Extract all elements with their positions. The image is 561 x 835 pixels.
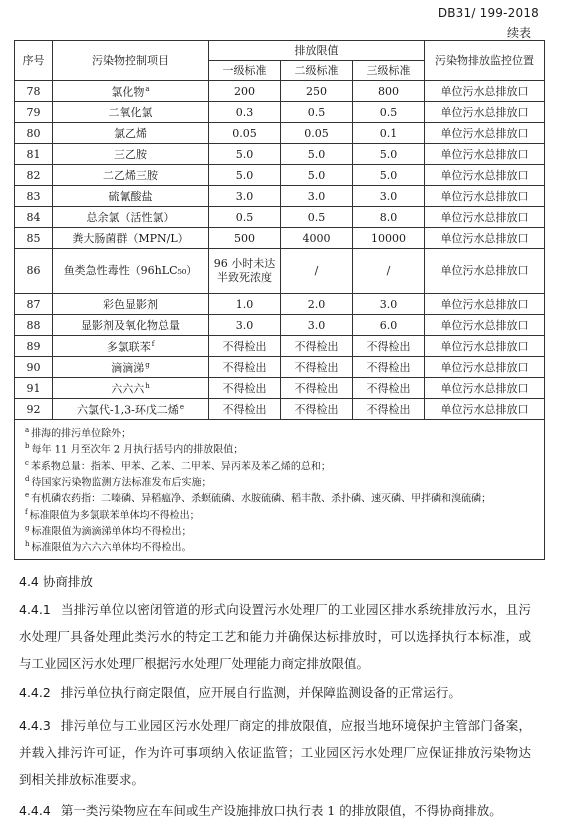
- paragraph-4-4-1: [19, 596, 531, 677]
- row-level1: [209, 315, 281, 336]
- row-location: [425, 249, 545, 294]
- table-note: [25, 538, 540, 554]
- row-no-text: 90: [26, 360, 41, 374]
- row-location: [425, 294, 545, 315]
- header-no: 序号: [15, 41, 53, 81]
- row-item-text: 二氧化氯: [108, 105, 153, 119]
- row-item: [53, 399, 209, 420]
- row-no-text: 91: [26, 381, 41, 395]
- row-level1: [209, 81, 281, 102]
- row-level3-text: 5.0: [379, 147, 398, 161]
- row-level3-text: 不得检出: [366, 339, 411, 353]
- row-no-text: 85: [26, 231, 41, 245]
- paragraph-4-4-4: [19, 797, 531, 824]
- row-level3-text: 10000: [371, 231, 406, 245]
- note-marker: c: [25, 458, 29, 467]
- row-no: [15, 207, 53, 228]
- row-no-text: 86: [26, 264, 41, 277]
- row-no-text: 88: [26, 318, 41, 332]
- row-level3: [353, 186, 425, 207]
- clause-number: 4.4.1: [19, 602, 51, 617]
- clause-number: 4.4.4: [19, 803, 51, 818]
- row-level2-text: 250: [306, 84, 327, 98]
- table-row: [15, 102, 545, 123]
- table-continued-label: 续表: [506, 26, 531, 40]
- row-no: [15, 144, 53, 165]
- row-level2-text: 4000: [302, 231, 331, 245]
- row-level2-text: 3.0: [307, 318, 326, 332]
- row-no: [15, 165, 53, 186]
- section-heading: 4.4 协商排放: [19, 574, 93, 589]
- table-row: [15, 249, 545, 294]
- table-note: [25, 522, 540, 538]
- note-marker: b: [25, 442, 30, 451]
- row-item: [53, 81, 209, 102]
- row-no-text: 89: [26, 339, 41, 353]
- paragraph-4-4-2: [19, 679, 531, 706]
- row-item: [53, 123, 209, 144]
- row-item-text: 粪大肠菌群（MPN/L）: [72, 231, 189, 245]
- table-row: [15, 336, 545, 357]
- row-level2: [281, 315, 353, 336]
- row-location: [425, 315, 545, 336]
- row-item-text: 氯乙烯: [114, 126, 147, 140]
- row-item: [53, 144, 209, 165]
- row-item: [53, 378, 209, 399]
- row-level1-text: 500: [234, 231, 255, 245]
- row-location: [425, 123, 545, 144]
- row-location: [425, 165, 545, 186]
- header-limit-group: 排放限值: [209, 41, 425, 61]
- row-level3: [353, 378, 425, 399]
- clause-text: 当排污单位以密闭管道的形式向设置污水处理厂的工业园区排水系统排放污水，且污水处理厂具备处理此类污水的特定工艺和能力并确保达标排放时，可以选择执行本标准，或与工业园区污水处理厂根据污水处理厂处理能力商定排放限值。: [19, 602, 531, 671]
- row-level3-text: 800: [378, 84, 399, 98]
- row-level1-text: 0.3: [235, 105, 254, 119]
- row-level1-text: 1.0: [235, 297, 254, 311]
- table-row: [15, 399, 545, 420]
- footnote-marker: e: [179, 403, 185, 412]
- row-no: [15, 336, 53, 357]
- row-level3: [353, 144, 425, 165]
- row-level3-text: 3.0: [379, 297, 398, 311]
- row-location-text: 单位污水总排放口: [440, 264, 529, 277]
- row-level2-text: 2.0: [307, 297, 326, 311]
- row-item-text: 六氯代-1,3-环戊二烯: [76, 403, 179, 417]
- row-item: [53, 102, 209, 123]
- row-location-text: 单位污水总排放口: [440, 147, 529, 161]
- row-location-text: 单位污水总排放口: [440, 168, 529, 182]
- row-no-text: 92: [26, 402, 41, 416]
- table-row: [15, 123, 545, 144]
- row-level2: [281, 249, 353, 294]
- row-location: [425, 228, 545, 249]
- row-level1: [209, 249, 281, 294]
- row-location: [425, 207, 545, 228]
- row-level2: [281, 102, 353, 123]
- table-row: [15, 81, 545, 102]
- row-level1-text: 不得检出: [222, 360, 267, 374]
- row-no: [15, 294, 53, 315]
- row-item: [53, 336, 209, 357]
- table-row: [15, 315, 545, 336]
- row-no-text: 87: [26, 297, 41, 311]
- row-item: [53, 357, 209, 378]
- row-no-text: 81: [26, 147, 41, 161]
- row-level1: [209, 165, 281, 186]
- row-no: [15, 81, 53, 102]
- row-no: [15, 123, 53, 144]
- header-level2: 二级标准: [281, 61, 353, 81]
- row-location-text: 单位污水总排放口: [440, 297, 529, 311]
- footnote-marker: g: [145, 361, 150, 370]
- row-item: [53, 294, 209, 315]
- row-level1-text: 3.0: [235, 318, 254, 332]
- row-level1-text: 5.0: [235, 168, 254, 182]
- row-level1: [209, 378, 281, 399]
- table-row: [15, 294, 545, 315]
- table-note: [25, 440, 540, 456]
- row-location: [425, 81, 545, 102]
- note-text: 标准限值为滴滴涕单体均不得检出；: [31, 526, 192, 538]
- row-level2: [281, 399, 353, 420]
- row-level3: [353, 123, 425, 144]
- row-level2-text: 5.0: [307, 147, 326, 161]
- row-level1: [209, 102, 281, 123]
- row-item: [53, 249, 209, 294]
- note-marker: a: [25, 426, 30, 434]
- row-level2: [281, 186, 353, 207]
- row-item-text: 鱼类急性毒性（96hLC₅₀）: [63, 264, 198, 277]
- row-item-text: 六六六: [111, 382, 145, 396]
- row-location: [425, 186, 545, 207]
- row-location-text: 单位污水总排放口: [440, 126, 529, 140]
- row-location-text: 单位污水总排放口: [440, 360, 529, 374]
- row-item-text: 硫氰酸盐: [108, 189, 153, 203]
- row-level3-text: 6.0: [379, 318, 398, 332]
- row-location: [425, 378, 545, 399]
- row-level2: [281, 294, 353, 315]
- row-level1: [209, 228, 281, 249]
- note-text: 排海的排污单位除外；: [31, 428, 132, 440]
- clause-text: 排污单位执行商定限值，应开展自行监测，并保障监测设备的正常运行。: [60, 685, 461, 700]
- row-level2: [281, 81, 353, 102]
- clause-number: 4.4.2: [19, 685, 51, 700]
- row-level3: [353, 207, 425, 228]
- row-level3: [353, 81, 425, 102]
- row-item: [53, 228, 209, 249]
- row-no: [15, 315, 53, 336]
- row-level3: [353, 336, 425, 357]
- footnote-marker: a: [145, 85, 150, 94]
- footnote-marker: h: [145, 382, 150, 391]
- clause-text: 排污单位与工业园区污水处理厂商定的排放限值，应报当地环境保护主管部门备案，并载入排污许可证，作为许可事项纳入依证监管；工业园区污水处理厂应保证排放污染物达到相关排放标准要求。: [19, 718, 531, 787]
- row-location: [425, 357, 545, 378]
- table-note: [25, 506, 540, 522]
- row-level1: [209, 123, 281, 144]
- row-level3-text: 不得检出: [366, 381, 411, 395]
- header-level1: 一级标准: [209, 61, 281, 81]
- row-level1-text: 不得检出: [222, 339, 267, 353]
- row-location: [425, 144, 545, 165]
- row-level2-text: 不得检出: [294, 360, 339, 374]
- row-level1: [209, 186, 281, 207]
- row-item: [53, 165, 209, 186]
- row-level3-text: 不得检出: [366, 360, 411, 374]
- row-item-text: 彩色显影剂: [103, 297, 158, 311]
- row-level3-text: 8.0: [379, 210, 398, 224]
- row-level3-text: 0.1: [379, 126, 398, 140]
- table-row: [15, 228, 545, 249]
- row-level2: [281, 357, 353, 378]
- header-location: 污染物排放监控位置: [425, 41, 545, 81]
- row-level2-text: 5.0: [307, 168, 326, 182]
- row-level1-text: 5.0: [235, 147, 254, 161]
- note-marker: h: [25, 540, 30, 549]
- row-level3-text: 不得检出: [366, 402, 411, 416]
- row-level3: [353, 357, 425, 378]
- row-location-text: 单位污水总排放口: [440, 231, 529, 245]
- row-level1-text: 3.0: [235, 189, 254, 203]
- table-row: [15, 357, 545, 378]
- row-level1-text: 200: [234, 84, 255, 98]
- row-level3-text: 0.5: [379, 105, 398, 119]
- note-marker: e: [25, 491, 30, 500]
- row-level2: [281, 378, 353, 399]
- row-level3: [353, 399, 425, 420]
- footnote-marker: f: [151, 340, 155, 349]
- note-text: 待国家污染物监测方法标准发布后实施；: [31, 477, 212, 489]
- row-item: [53, 186, 209, 207]
- table-note: [25, 489, 540, 505]
- row-level1: [209, 207, 281, 228]
- note-text: 苯系物总量：指苯、甲苯、乙苯、二甲苯、异丙苯及苯乙烯的总和；: [30, 460, 331, 472]
- row-location: [425, 102, 545, 123]
- row-location-text: 单位污水总排放口: [440, 318, 529, 332]
- row-level2-text: 不得检出: [294, 381, 339, 395]
- table-note: [25, 457, 540, 473]
- row-no: [15, 357, 53, 378]
- row-item-text: 多氯联苯: [106, 340, 151, 354]
- row-level1-text: 不得检出: [222, 381, 267, 395]
- table-note: [25, 424, 540, 440]
- row-item-text: 总余氯（活性氯）: [86, 210, 175, 224]
- row-item-text: 显影剂及氧化物总量: [81, 318, 180, 332]
- row-level3-text: /: [386, 264, 391, 277]
- row-level2-text: 0.5: [307, 210, 326, 224]
- note-text: 标准限值为多氯联苯单体均不得检出；: [29, 509, 200, 521]
- row-level1-text: 0.05: [232, 126, 257, 140]
- row-level2: [281, 123, 353, 144]
- table-row: [15, 186, 545, 207]
- row-level2-text: 0.05: [304, 126, 329, 140]
- row-no: [15, 228, 53, 249]
- row-item: [53, 315, 209, 336]
- row-level2-text: /: [314, 264, 319, 277]
- row-level3-text: 5.0: [379, 168, 398, 182]
- row-level3: [353, 249, 425, 294]
- row-level1: [209, 144, 281, 165]
- row-level3: [353, 294, 425, 315]
- note-text: 有机磷农药指：二嗪磷、异稻瘟净、杀螟硫磷、水胺硫磷、稻丰散、杀扑磷、速灭磷、甲拌磷和溴硫磷；: [31, 493, 492, 505]
- table-row: [15, 165, 545, 186]
- row-level3: [353, 228, 425, 249]
- row-no-text: 79: [26, 105, 41, 119]
- row-item-text: 滴滴涕: [111, 361, 145, 375]
- row-level1: [209, 357, 281, 378]
- header-item: 污染物控制项目: [53, 41, 209, 81]
- table-notes: [15, 420, 545, 560]
- clause-number: 4.4.3: [19, 718, 51, 733]
- row-location-text: 单位污水总排放口: [440, 84, 529, 98]
- row-level2: [281, 207, 353, 228]
- row-level3: [353, 102, 425, 123]
- row-location-text: 单位污水总排放口: [440, 105, 529, 119]
- note-marker: d: [25, 474, 30, 483]
- row-no: [15, 249, 53, 294]
- row-no: [15, 378, 53, 399]
- row-level1: [209, 336, 281, 357]
- row-level2: [281, 144, 353, 165]
- row-level2-text: 3.0: [307, 189, 326, 203]
- row-item-text: 三乙胺: [114, 147, 147, 161]
- row-location-text: 单位污水总排放口: [440, 381, 529, 395]
- row-level1: [209, 294, 281, 315]
- note-marker: g: [25, 523, 30, 532]
- row-level2-text: 不得检出: [294, 402, 339, 416]
- table-row: [15, 378, 545, 399]
- row-location-text: 单位污水总排放口: [440, 189, 529, 203]
- note-text: 标准限值为六六六单体均不得检出。: [31, 542, 192, 554]
- row-no-text: 84: [26, 210, 41, 224]
- note-marker: f: [25, 507, 28, 516]
- row-level1-text: 不得检出: [222, 402, 267, 416]
- row-level1-text: 96 小时未达半致死浓度: [213, 257, 276, 284]
- standard-number: DB31/ 199-2018: [437, 6, 539, 20]
- row-no: [15, 102, 53, 123]
- row-no-text: 80: [26, 126, 41, 140]
- row-no-text: 78: [26, 84, 41, 98]
- row-level1: [209, 399, 281, 420]
- row-level3: [353, 165, 425, 186]
- clause-text: 第一类污染物应在车间或生产设施排放口执行表 1 的排放限值，不得协商排放。: [60, 803, 502, 818]
- table-row: [15, 144, 545, 165]
- note-text: 每年 11 月至次年 2 月执行括号内的排放限值；: [31, 444, 244, 456]
- row-no: [15, 399, 53, 420]
- row-location: [425, 399, 545, 420]
- row-level3-text: 3.0: [379, 189, 398, 203]
- row-item-text: 氯化物: [111, 85, 145, 99]
- row-item: [53, 207, 209, 228]
- emission-limits-table: [14, 40, 545, 560]
- row-level3: [353, 315, 425, 336]
- row-location-text: 单位污水总排放口: [440, 339, 529, 353]
- row-location: [425, 336, 545, 357]
- row-level2-text: 不得检出: [294, 339, 339, 353]
- row-no: [15, 186, 53, 207]
- row-level2-text: 0.5: [307, 105, 326, 119]
- row-location-text: 单位污水总排放口: [440, 402, 529, 416]
- row-no-text: 82: [26, 168, 41, 182]
- paragraph-4-4-3: [19, 712, 531, 793]
- row-level2: [281, 228, 353, 249]
- row-item-text: 二乙烯三胺: [103, 168, 158, 182]
- header-level3: 三级标准: [353, 61, 425, 81]
- row-level1-text: 0.5: [235, 210, 254, 224]
- row-level2: [281, 336, 353, 357]
- table-row: [15, 207, 545, 228]
- table-note: [25, 473, 540, 489]
- row-no-text: 83: [26, 189, 41, 203]
- row-location-text: 单位污水总排放口: [440, 210, 529, 224]
- row-level2: [281, 165, 353, 186]
